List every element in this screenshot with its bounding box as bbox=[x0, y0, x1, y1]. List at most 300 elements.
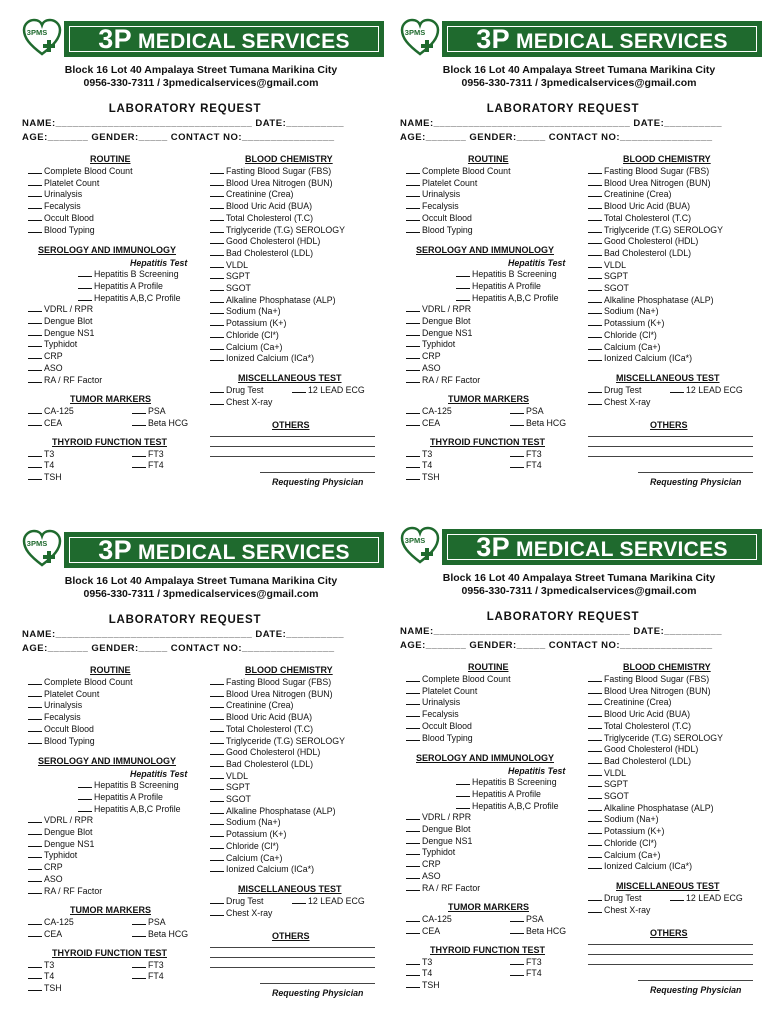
tumor-marker-item[interactable] bbox=[406, 914, 452, 924]
checkbox-blank[interactable] bbox=[28, 862, 42, 870]
routine-item[interactable] bbox=[28, 712, 81, 722]
checkbox-blank[interactable] bbox=[210, 817, 224, 825]
tumor-marker-item[interactable] bbox=[132, 929, 188, 939]
thyroid-item[interactable] bbox=[28, 449, 54, 459]
tumor-marker-item[interactable] bbox=[510, 418, 566, 428]
checkbox-blank[interactable] bbox=[28, 736, 42, 744]
hepatitis-item[interactable] bbox=[78, 281, 163, 291]
thyroid-item[interactable] bbox=[510, 968, 542, 978]
serology-item[interactable] bbox=[28, 351, 63, 361]
checkbox-blank[interactable] bbox=[406, 225, 420, 233]
blood-chemistry-item[interactable] bbox=[210, 747, 320, 757]
thyroid-item[interactable] bbox=[406, 980, 440, 990]
checkbox-blank[interactable] bbox=[510, 449, 524, 457]
checkbox-blank[interactable] bbox=[588, 295, 602, 303]
checkbox-blank[interactable] bbox=[406, 674, 420, 682]
checkbox-blank[interactable] bbox=[406, 686, 420, 694]
blood-chemistry-item[interactable] bbox=[210, 295, 336, 305]
age-gender-contact-line[interactable]: AGE:_______ GENDER:_____ CONTACT NO:________________ bbox=[22, 643, 335, 654]
checkbox-blank[interactable] bbox=[28, 363, 42, 371]
age-gender-contact-line[interactable]: AGE:_______ GENDER:_____ CONTACT NO:________________ bbox=[400, 132, 713, 143]
blood-chemistry-item[interactable] bbox=[210, 353, 314, 363]
thyroid-item[interactable] bbox=[406, 449, 432, 459]
checkbox-blank[interactable] bbox=[210, 342, 224, 350]
hepatitis-item[interactable] bbox=[78, 293, 181, 303]
routine-item[interactable] bbox=[406, 213, 472, 223]
routine-item[interactable] bbox=[406, 686, 477, 696]
blood-chemistry-item[interactable] bbox=[588, 733, 723, 743]
checkbox-blank[interactable] bbox=[210, 353, 224, 361]
blood-chemistry-item[interactable] bbox=[210, 306, 281, 316]
checkbox-blank[interactable] bbox=[28, 850, 42, 858]
routine-item[interactable] bbox=[28, 677, 133, 687]
blood-chemistry-item[interactable] bbox=[588, 779, 628, 789]
checkbox-blank[interactable] bbox=[210, 896, 224, 904]
checkbox-blank[interactable] bbox=[210, 724, 224, 732]
tumor-marker-item[interactable] bbox=[132, 406, 166, 416]
checkbox-blank[interactable] bbox=[210, 712, 224, 720]
checkbox-blank[interactable] bbox=[588, 756, 602, 764]
checkbox-blank[interactable] bbox=[406, 178, 420, 186]
blood-chemistry-item[interactable] bbox=[588, 189, 671, 199]
drug-test-item[interactable] bbox=[588, 385, 642, 395]
checkbox-blank[interactable] bbox=[456, 281, 470, 289]
drug-test-item[interactable] bbox=[588, 893, 642, 903]
checkbox-blank[interactable] bbox=[210, 306, 224, 314]
others-write-line[interactable] bbox=[210, 446, 375, 447]
checkbox-blank[interactable] bbox=[406, 812, 420, 820]
checkbox-blank[interactable] bbox=[588, 733, 602, 741]
checkbox-blank[interactable] bbox=[456, 269, 470, 277]
blood-chemistry-item[interactable] bbox=[210, 271, 250, 281]
checkbox-blank[interactable] bbox=[406, 980, 420, 988]
thyroid-item[interactable] bbox=[28, 960, 54, 970]
checkbox-blank[interactable] bbox=[28, 827, 42, 835]
thyroid-item[interactable] bbox=[28, 472, 62, 482]
checkbox-blank[interactable] bbox=[210, 747, 224, 755]
blood-chemistry-item[interactable] bbox=[210, 318, 286, 328]
checkbox-blank[interactable] bbox=[406, 406, 420, 414]
routine-item[interactable] bbox=[28, 201, 81, 211]
thyroid-item[interactable] bbox=[406, 472, 440, 482]
checkbox-blank[interactable] bbox=[78, 804, 92, 812]
serology-item[interactable] bbox=[28, 339, 77, 349]
tumor-marker-item[interactable] bbox=[28, 917, 74, 927]
tumor-marker-item[interactable] bbox=[406, 418, 440, 428]
others-write-line[interactable] bbox=[210, 436, 375, 437]
checkbox-blank[interactable] bbox=[28, 712, 42, 720]
checkbox-blank[interactable] bbox=[28, 189, 42, 197]
tumor-marker-item[interactable] bbox=[28, 406, 74, 416]
serology-item[interactable] bbox=[406, 339, 455, 349]
ecg-item[interactable] bbox=[670, 385, 743, 395]
checkbox-blank[interactable] bbox=[406, 957, 420, 965]
serology-item[interactable] bbox=[406, 812, 471, 822]
blood-chemistry-item[interactable] bbox=[588, 236, 698, 246]
tumor-marker-item[interactable] bbox=[510, 406, 544, 416]
blood-chemistry-item[interactable] bbox=[210, 829, 286, 839]
others-write-line[interactable] bbox=[588, 964, 753, 965]
blood-chemistry-item[interactable] bbox=[210, 213, 313, 223]
chest-xray-item[interactable] bbox=[588, 905, 650, 915]
blood-chemistry-item[interactable] bbox=[588, 178, 711, 188]
tumor-marker-item[interactable] bbox=[132, 418, 188, 428]
blood-chemistry-item[interactable] bbox=[210, 759, 313, 769]
hepatitis-item[interactable] bbox=[78, 269, 179, 279]
checkbox-blank[interactable] bbox=[78, 293, 92, 301]
checkbox-blank[interactable] bbox=[588, 178, 602, 186]
blood-chemistry-item[interactable] bbox=[588, 850, 660, 860]
checkbox-blank[interactable] bbox=[406, 201, 420, 209]
serology-item[interactable] bbox=[406, 859, 441, 869]
serology-item[interactable] bbox=[28, 886, 102, 896]
checkbox-blank[interactable] bbox=[28, 983, 42, 991]
checkbox-blank[interactable] bbox=[210, 178, 224, 186]
blood-chemistry-item[interactable] bbox=[210, 248, 313, 258]
routine-item[interactable] bbox=[28, 166, 133, 176]
checkbox-blank[interactable] bbox=[28, 724, 42, 732]
checkbox-blank[interactable] bbox=[210, 318, 224, 326]
thyroid-item[interactable] bbox=[510, 449, 542, 459]
chest-xray-item[interactable] bbox=[588, 397, 650, 407]
blood-chemistry-item[interactable] bbox=[588, 721, 691, 731]
chest-xray-item[interactable] bbox=[210, 397, 272, 407]
checkbox-blank[interactable] bbox=[456, 789, 470, 797]
blood-chemistry-item[interactable] bbox=[210, 677, 331, 687]
checkbox-blank[interactable] bbox=[588, 213, 602, 221]
checkbox-blank[interactable] bbox=[210, 385, 224, 393]
checkbox-blank[interactable] bbox=[28, 375, 42, 383]
checkbox-blank[interactable] bbox=[588, 893, 602, 901]
checkbox-blank[interactable] bbox=[406, 339, 420, 347]
blood-chemistry-item[interactable] bbox=[588, 295, 714, 305]
routine-item[interactable] bbox=[28, 225, 95, 235]
checkbox-blank[interactable] bbox=[406, 304, 420, 312]
checkbox-blank[interactable] bbox=[588, 686, 602, 694]
checkbox-blank[interactable] bbox=[406, 697, 420, 705]
serology-item[interactable] bbox=[406, 871, 441, 881]
blood-chemistry-item[interactable] bbox=[588, 248, 691, 258]
checkbox-blank[interactable] bbox=[210, 397, 224, 405]
serology-item[interactable] bbox=[28, 839, 94, 849]
checkbox-blank[interactable] bbox=[28, 929, 42, 937]
drug-test-item[interactable] bbox=[210, 385, 264, 395]
checkbox-blank[interactable] bbox=[588, 697, 602, 705]
checkbox-blank[interactable] bbox=[406, 709, 420, 717]
checkbox-blank[interactable] bbox=[406, 824, 420, 832]
checkbox-blank[interactable] bbox=[588, 318, 602, 326]
blood-chemistry-item[interactable] bbox=[210, 189, 293, 199]
others-write-line[interactable] bbox=[588, 436, 753, 437]
checkbox-blank[interactable] bbox=[28, 689, 42, 697]
checkbox-blank[interactable] bbox=[406, 449, 420, 457]
checkbox-blank[interactable] bbox=[670, 893, 684, 901]
hepatitis-item[interactable] bbox=[456, 269, 557, 279]
checkbox-blank[interactable] bbox=[588, 236, 602, 244]
checkbox-blank[interactable] bbox=[588, 791, 602, 799]
checkbox-blank[interactable] bbox=[510, 406, 524, 414]
serology-item[interactable] bbox=[28, 304, 93, 314]
checkbox-blank[interactable] bbox=[210, 166, 224, 174]
others-write-line[interactable] bbox=[588, 954, 753, 955]
blood-chemistry-item[interactable] bbox=[210, 225, 345, 235]
blood-chemistry-item[interactable] bbox=[588, 353, 692, 363]
blood-chemistry-item[interactable] bbox=[210, 794, 251, 804]
checkbox-blank[interactable] bbox=[78, 269, 92, 277]
others-write-line[interactable] bbox=[210, 957, 375, 958]
checkbox-blank[interactable] bbox=[406, 363, 420, 371]
blood-chemistry-item[interactable] bbox=[588, 306, 659, 316]
blood-chemistry-item[interactable] bbox=[210, 712, 312, 722]
serology-item[interactable] bbox=[28, 827, 92, 837]
checkbox-blank[interactable] bbox=[588, 189, 602, 197]
blood-chemistry-item[interactable] bbox=[210, 736, 345, 746]
checkbox-blank[interactable] bbox=[406, 883, 420, 891]
blood-chemistry-item[interactable] bbox=[588, 225, 723, 235]
tumor-marker-item[interactable] bbox=[28, 418, 62, 428]
blood-chemistry-item[interactable] bbox=[588, 826, 664, 836]
checkbox-blank[interactable] bbox=[588, 674, 602, 682]
thyroid-item[interactable] bbox=[28, 971, 54, 981]
serology-item[interactable] bbox=[406, 824, 470, 834]
checkbox-blank[interactable] bbox=[406, 189, 420, 197]
serology-item[interactable] bbox=[406, 883, 480, 893]
blood-chemistry-item[interactable] bbox=[210, 283, 251, 293]
checkbox-blank[interactable] bbox=[28, 201, 42, 209]
blood-chemistry-item[interactable] bbox=[588, 283, 629, 293]
blood-chemistry-item[interactable] bbox=[210, 330, 279, 340]
signature-line[interactable] bbox=[638, 472, 753, 473]
checkbox-blank[interactable] bbox=[406, 926, 420, 934]
blood-chemistry-item[interactable] bbox=[210, 178, 333, 188]
checkbox-blank[interactable] bbox=[210, 260, 224, 268]
checkbox-blank[interactable] bbox=[28, 449, 42, 457]
serology-item[interactable] bbox=[28, 375, 102, 385]
ecg-item[interactable] bbox=[292, 896, 365, 906]
hepatitis-item[interactable] bbox=[456, 789, 541, 799]
checkbox-blank[interactable] bbox=[406, 968, 420, 976]
checkbox-blank[interactable] bbox=[132, 449, 146, 457]
checkbox-blank[interactable] bbox=[588, 271, 602, 279]
routine-item[interactable] bbox=[28, 178, 99, 188]
checkbox-blank[interactable] bbox=[78, 281, 92, 289]
blood-chemistry-item[interactable] bbox=[588, 838, 657, 848]
checkbox-blank[interactable] bbox=[588, 838, 602, 846]
checkbox-blank[interactable] bbox=[588, 826, 602, 834]
checkbox-blank[interactable] bbox=[210, 841, 224, 849]
thyroid-item[interactable] bbox=[132, 449, 164, 459]
hepatitis-item[interactable] bbox=[78, 792, 163, 802]
checkbox-blank[interactable] bbox=[406, 351, 420, 359]
checkbox-blank[interactable] bbox=[588, 385, 602, 393]
checkbox-blank[interactable] bbox=[588, 283, 602, 291]
routine-item[interactable] bbox=[28, 189, 82, 199]
blood-chemistry-item[interactable] bbox=[210, 817, 281, 827]
checkbox-blank[interactable] bbox=[28, 677, 42, 685]
checkbox-blank[interactable] bbox=[28, 917, 42, 925]
checkbox-blank[interactable] bbox=[210, 236, 224, 244]
blood-chemistry-item[interactable] bbox=[210, 806, 336, 816]
checkbox-blank[interactable] bbox=[132, 460, 146, 468]
checkbox-blank[interactable] bbox=[510, 418, 524, 426]
checkbox-blank[interactable] bbox=[210, 806, 224, 814]
checkbox-blank[interactable] bbox=[28, 886, 42, 894]
hepatitis-item[interactable] bbox=[456, 777, 557, 787]
age-gender-contact-line[interactable]: AGE:_______ GENDER:_____ CONTACT NO:________________ bbox=[22, 132, 335, 143]
checkbox-blank[interactable] bbox=[210, 225, 224, 233]
checkbox-blank[interactable] bbox=[406, 316, 420, 324]
blood-chemistry-item[interactable] bbox=[588, 744, 698, 754]
serology-item[interactable] bbox=[28, 874, 63, 884]
blood-chemistry-item[interactable] bbox=[210, 864, 314, 874]
signature-line[interactable] bbox=[260, 472, 375, 473]
checkbox-blank[interactable] bbox=[510, 968, 524, 976]
blood-chemistry-item[interactable] bbox=[210, 782, 250, 792]
routine-item[interactable] bbox=[28, 689, 99, 699]
checkbox-blank[interactable] bbox=[406, 871, 420, 879]
tumor-marker-item[interactable] bbox=[510, 926, 566, 936]
checkbox-blank[interactable] bbox=[210, 689, 224, 697]
thyroid-item[interactable] bbox=[406, 957, 432, 967]
age-gender-contact-line[interactable]: AGE:_______ GENDER:_____ CONTACT NO:________________ bbox=[400, 640, 713, 651]
blood-chemistry-item[interactable] bbox=[210, 689, 333, 699]
blood-chemistry-item[interactable] bbox=[588, 166, 709, 176]
routine-item[interactable] bbox=[406, 225, 473, 235]
checkbox-blank[interactable] bbox=[510, 460, 524, 468]
serology-item[interactable] bbox=[28, 316, 92, 326]
routine-item[interactable] bbox=[406, 721, 472, 731]
tumor-marker-item[interactable] bbox=[510, 914, 544, 924]
checkbox-blank[interactable] bbox=[588, 306, 602, 314]
blood-chemistry-item[interactable] bbox=[210, 166, 331, 176]
name-date-line[interactable]: NAME:__________________________________ DATE:__________ bbox=[400, 118, 723, 129]
blood-chemistry-item[interactable] bbox=[588, 697, 671, 707]
others-write-line[interactable] bbox=[588, 944, 753, 945]
others-write-line[interactable] bbox=[588, 446, 753, 447]
blood-chemistry-item[interactable] bbox=[210, 841, 279, 851]
checkbox-blank[interactable] bbox=[588, 225, 602, 233]
checkbox-blank[interactable] bbox=[588, 803, 602, 811]
checkbox-blank[interactable] bbox=[210, 759, 224, 767]
blood-chemistry-item[interactable] bbox=[588, 318, 664, 328]
checkbox-blank[interactable] bbox=[406, 375, 420, 383]
checkbox-blank[interactable] bbox=[406, 472, 420, 480]
checkbox-blank[interactable] bbox=[132, 971, 146, 979]
serology-item[interactable] bbox=[28, 328, 94, 338]
blood-chemistry-item[interactable] bbox=[588, 260, 626, 270]
checkbox-blank[interactable] bbox=[210, 771, 224, 779]
checkbox-blank[interactable] bbox=[28, 213, 42, 221]
checkbox-blank[interactable] bbox=[210, 295, 224, 303]
checkbox-blank[interactable] bbox=[588, 260, 602, 268]
serology-item[interactable] bbox=[28, 363, 63, 373]
checkbox-blank[interactable] bbox=[588, 768, 602, 776]
checkbox-blank[interactable] bbox=[588, 248, 602, 256]
thyroid-item[interactable] bbox=[28, 983, 62, 993]
checkbox-blank[interactable] bbox=[210, 853, 224, 861]
checkbox-blank[interactable] bbox=[406, 733, 420, 741]
name-date-line[interactable]: NAME:__________________________________ DATE:__________ bbox=[22, 629, 345, 640]
serology-item[interactable] bbox=[28, 815, 93, 825]
routine-item[interactable] bbox=[28, 736, 95, 746]
routine-item[interactable] bbox=[406, 709, 459, 719]
checkbox-blank[interactable] bbox=[78, 780, 92, 788]
checkbox-blank[interactable] bbox=[406, 847, 420, 855]
hepatitis-item[interactable] bbox=[456, 281, 541, 291]
thyroid-item[interactable] bbox=[406, 460, 432, 470]
checkbox-blank[interactable] bbox=[588, 814, 602, 822]
thyroid-item[interactable] bbox=[510, 460, 542, 470]
checkbox-blank[interactable] bbox=[210, 271, 224, 279]
blood-chemistry-item[interactable] bbox=[588, 674, 709, 684]
checkbox-blank[interactable] bbox=[28, 700, 42, 708]
checkbox-blank[interactable] bbox=[456, 801, 470, 809]
blood-chemistry-item[interactable] bbox=[588, 861, 692, 871]
checkbox-blank[interactable] bbox=[588, 709, 602, 717]
checkbox-blank[interactable] bbox=[210, 829, 224, 837]
serology-item[interactable] bbox=[406, 836, 472, 846]
routine-item[interactable] bbox=[406, 733, 473, 743]
chest-xray-item[interactable] bbox=[210, 908, 272, 918]
tumor-marker-item[interactable] bbox=[406, 926, 440, 936]
blood-chemistry-item[interactable] bbox=[210, 853, 282, 863]
tumor-marker-item[interactable] bbox=[406, 406, 452, 416]
blood-chemistry-item[interactable] bbox=[588, 768, 626, 778]
checkbox-blank[interactable] bbox=[210, 794, 224, 802]
checkbox-blank[interactable] bbox=[28, 472, 42, 480]
checkbox-blank[interactable] bbox=[292, 385, 306, 393]
drug-test-item[interactable] bbox=[210, 896, 264, 906]
checkbox-blank[interactable] bbox=[28, 225, 42, 233]
checkbox-blank[interactable] bbox=[588, 330, 602, 338]
routine-item[interactable] bbox=[406, 674, 511, 684]
serology-item[interactable] bbox=[28, 862, 63, 872]
routine-item[interactable] bbox=[406, 189, 460, 199]
tumor-marker-item[interactable] bbox=[132, 917, 166, 927]
others-write-line[interactable] bbox=[210, 967, 375, 968]
checkbox-blank[interactable] bbox=[28, 406, 42, 414]
checkbox-blank[interactable] bbox=[588, 779, 602, 787]
checkbox-blank[interactable] bbox=[406, 213, 420, 221]
hepatitis-item[interactable] bbox=[456, 293, 559, 303]
checkbox-blank[interactable] bbox=[28, 304, 42, 312]
blood-chemistry-item[interactable] bbox=[588, 213, 691, 223]
hepatitis-item[interactable] bbox=[78, 804, 181, 814]
name-date-line[interactable]: NAME:__________________________________ DATE:__________ bbox=[22, 118, 345, 129]
serology-item[interactable] bbox=[406, 847, 455, 857]
serology-item[interactable] bbox=[406, 304, 471, 314]
checkbox-blank[interactable] bbox=[28, 874, 42, 882]
checkbox-blank[interactable] bbox=[406, 460, 420, 468]
checkbox-blank[interactable] bbox=[588, 861, 602, 869]
blood-chemistry-item[interactable] bbox=[588, 201, 690, 211]
serology-item[interactable] bbox=[406, 363, 441, 373]
checkbox-blank[interactable] bbox=[28, 328, 42, 336]
serology-item[interactable] bbox=[406, 375, 480, 385]
checkbox-blank[interactable] bbox=[456, 777, 470, 785]
thyroid-item[interactable] bbox=[132, 460, 164, 470]
checkbox-blank[interactable] bbox=[588, 201, 602, 209]
checkbox-blank[interactable] bbox=[28, 351, 42, 359]
checkbox-blank[interactable] bbox=[406, 166, 420, 174]
signature-line[interactable] bbox=[260, 983, 375, 984]
checkbox-blank[interactable] bbox=[28, 960, 42, 968]
ecg-item[interactable] bbox=[670, 893, 743, 903]
checkbox-blank[interactable] bbox=[28, 339, 42, 347]
checkbox-blank[interactable] bbox=[210, 189, 224, 197]
checkbox-blank[interactable] bbox=[132, 960, 146, 968]
thyroid-item[interactable] bbox=[132, 971, 164, 981]
